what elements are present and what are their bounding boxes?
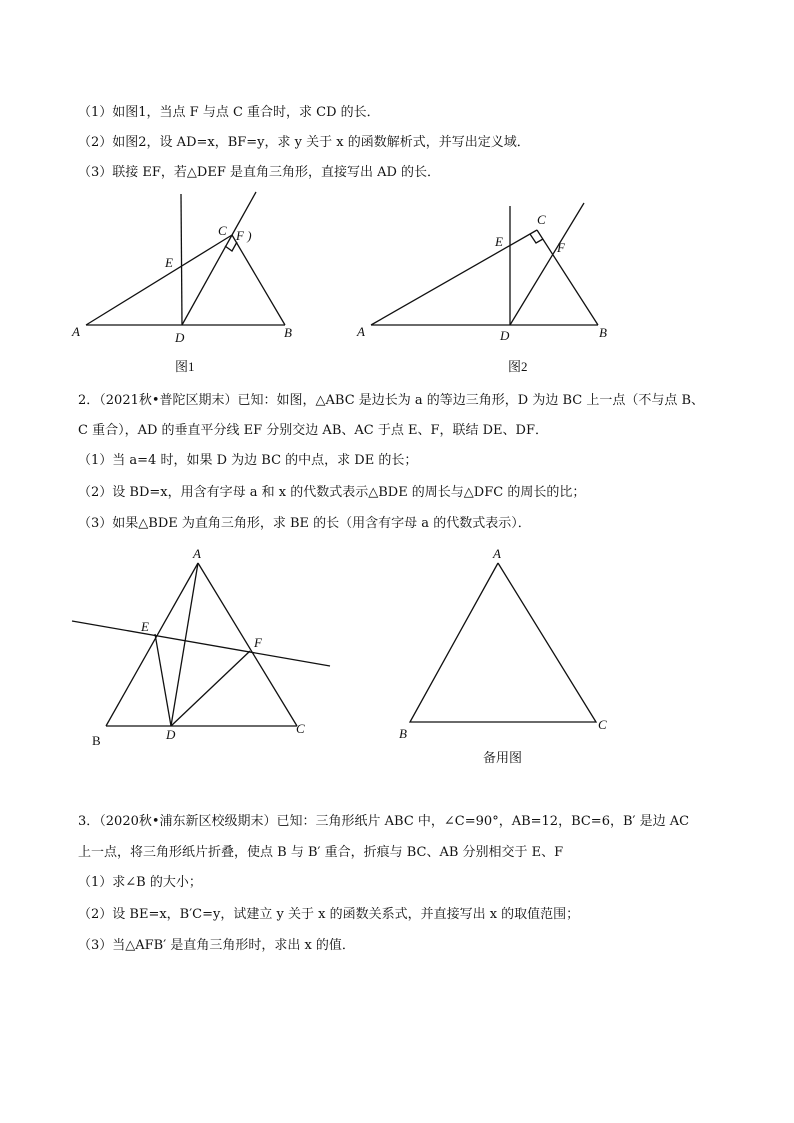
figure-4-lines [410,563,596,722]
fig1-label-a: A [72,324,80,339]
problem2-question2: （2）设 BD=x，用含有字母 a 和 x 的代数式表示△BDE 的周长与△DFC 的周长的比； [78,485,586,500]
fig3-label-a: A [193,546,201,561]
problem2-stem-line2: C 重合），AD 的垂直平分线 EF 分别交边 AB、AC 于点 E、F，联结 DE、DF． [78,423,548,438]
fig1-label-e: E [165,255,173,270]
fig4-label-b: B [399,726,407,741]
problem2-question3: （3）如果△BDE 为直角三角形，求 BE 的长（用含有字母 a 的代数式表示）． [78,516,531,531]
fig1-caption: 图1 [175,359,195,374]
fig3-label-f: F [254,635,262,650]
problem3-stem-line1: 3．（2020秋•浦东新区校级期末）已知：三角形纸片 ABC 中，∠C=90°，AB=12，BC=6，B′ 是边 AC [78,814,690,829]
fig3-label-b: B [92,733,101,748]
fig2-label-f: F [557,240,565,255]
fig3-label-e: E [141,619,149,634]
fig4-triangle-abc [410,563,596,722]
fig1-label-c: C [218,223,227,238]
fig2-label-e: E [495,234,503,249]
fig4-label-c: C [598,717,607,732]
fig3-label-d: D [166,727,176,742]
fig3-label-c: C [296,721,305,736]
problem3-question2: （2）设 BE=x，B′C=y，试建立 y 关于 x 的函数关系式，并直接写出 x 的取值范围； [78,907,580,922]
problem2-stem-line1: 2．（2021秋•普陀区期末）已知：如图，△ABC 是边长为 a 的等边三角形，D 为边 BC 上一点（不与点 B、 [78,393,705,408]
problem3-stem-line2: 上一点，将三角形纸片折叠，使点 B 与 B′ 重合，折痕与 BC、AB 分别相交于 E、F [78,845,564,860]
fig1-label-f: F ) [236,228,252,243]
fig2-label-a: A [357,324,365,339]
problem1-question1: （1）如图1，当点 F 与点 C 重合时，求 CD 的长． [78,105,380,120]
fig1-label-b: B [284,325,292,340]
problem1-question3: （3）联接 EF，若△DEF 是直角三角形，直接写出 AD 的长． [78,165,441,180]
fig1-label-d: D [175,330,185,345]
problem3-question1: （1）求∠B 的大小； [78,875,202,890]
fig4-caption: 备用图 [483,750,523,765]
fig2-label-c: C [537,212,546,227]
fig2-caption: 图2 [508,359,528,374]
fig2-label-b: B [599,325,607,340]
problem1-question2: （2）如图2，设 AD=x，BF=y，求 y 关于 x 的函数解析式，并写出定义域． [78,135,530,150]
fig4-label-a: A [493,546,501,561]
problem2-question1: （1）当 a=4 时，如果 D 为边 BC 的中点，求 DE 的长； [78,453,418,468]
fig2-label-d: D [500,328,510,343]
problem3-question3: （3）当△AFB′ 是直角三角形时，求出 x 的值． [78,938,355,953]
